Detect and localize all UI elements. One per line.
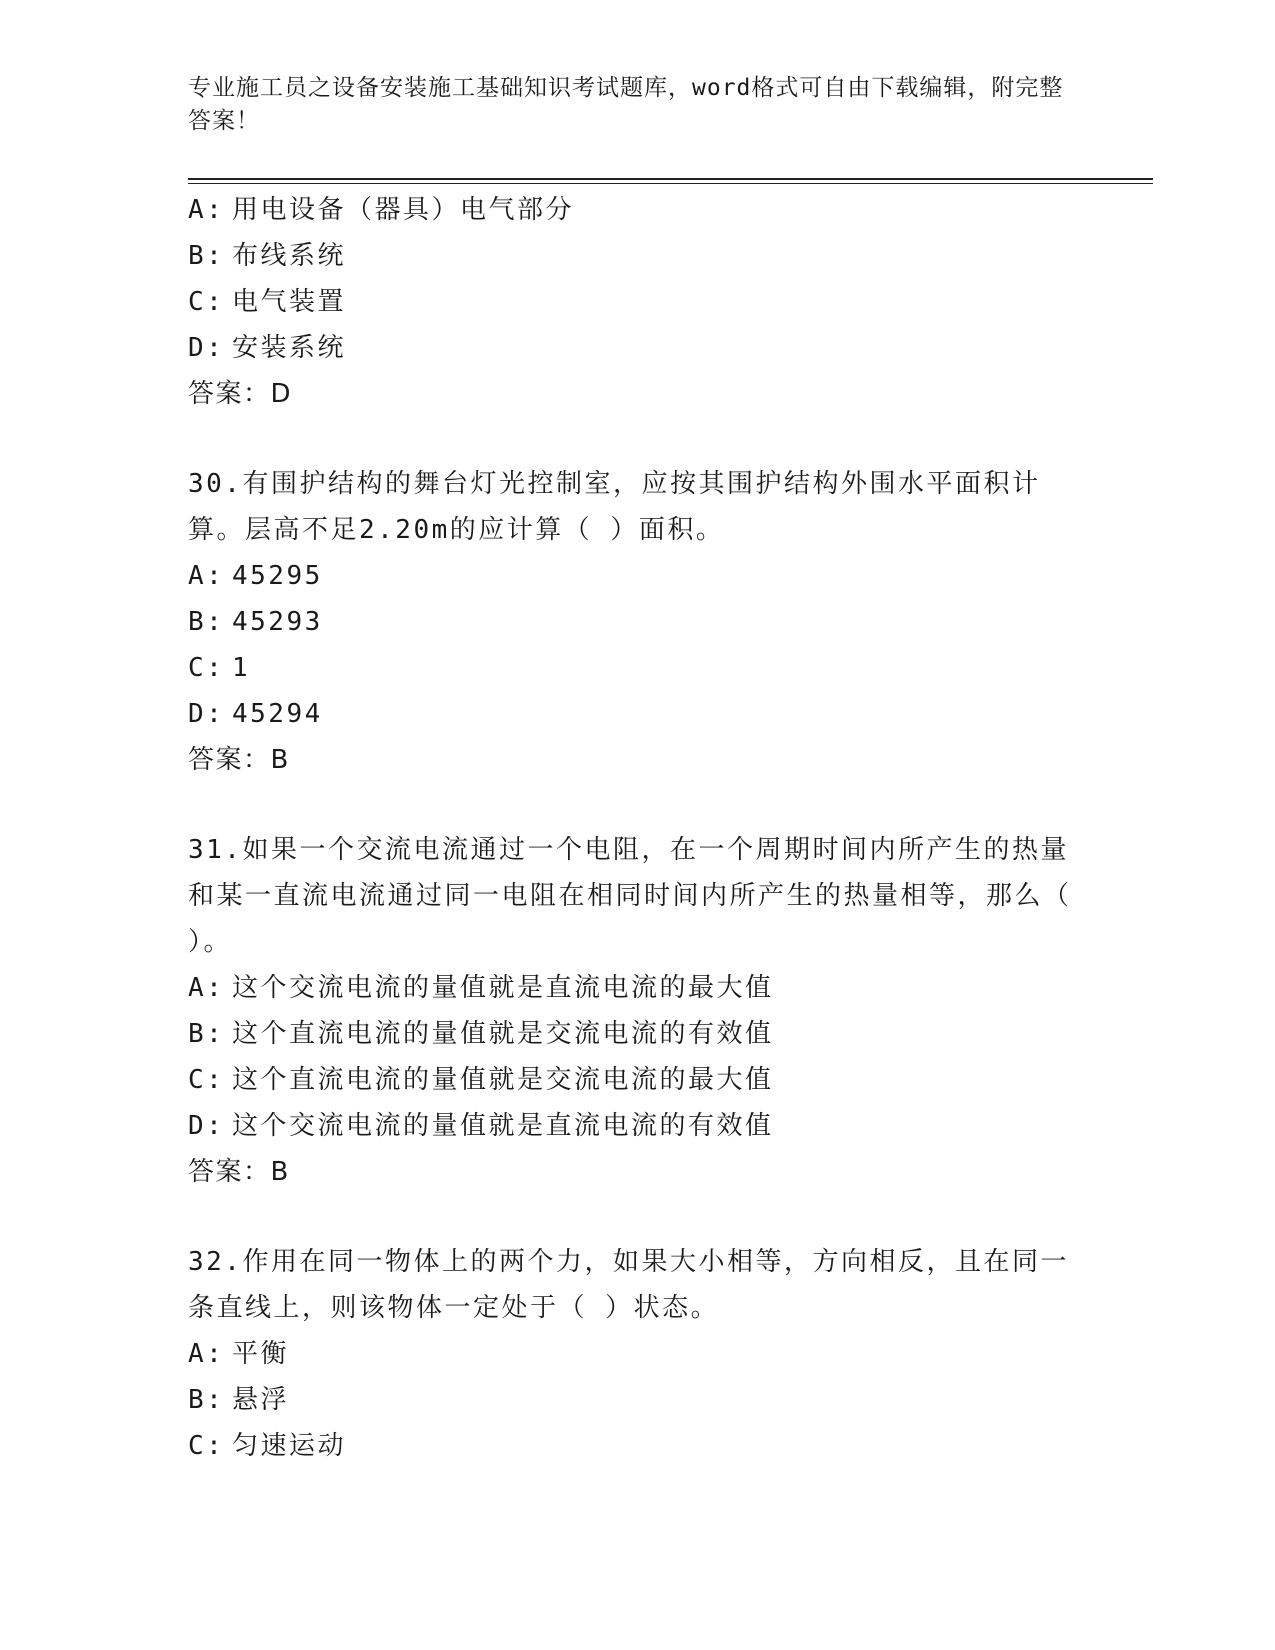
option-b	[188, 1011, 1078, 1057]
question-stem: 31.如果一个交流电流通过一个电阻，在一个周期时间内所产生的热量和某一直流电流通过同一电阻在相同时间内所产生的热量相等，那么（ ）。	[188, 835, 1072, 957]
option-text: 这个直流电流的量值就是交流电流的有效值	[232, 1019, 774, 1049]
option-letter: C:	[188, 653, 225, 683]
option-text: 匀速运动	[232, 1431, 347, 1461]
option-c	[188, 645, 1078, 691]
option-d	[188, 691, 1078, 737]
option-text: 这个交流电流的量值就是直流电流的最大值	[232, 973, 774, 1003]
question-block-31	[188, 827, 1078, 1195]
option-letter: D:	[188, 1111, 225, 1141]
option-a	[188, 1331, 1078, 1377]
option-text: 平衡	[232, 1339, 290, 1369]
option-letter: B:	[188, 607, 225, 637]
option-a	[188, 965, 1078, 1011]
question-list	[188, 187, 1078, 1469]
option-c	[188, 1057, 1078, 1103]
option-a	[188, 187, 1078, 233]
option-b	[188, 1377, 1078, 1423]
option-letter: D:	[188, 333, 225, 363]
question-block-32	[188, 1239, 1078, 1469]
option-text: 45293	[232, 607, 323, 637]
option-letter: A:	[188, 973, 225, 1003]
option-b	[188, 233, 1078, 279]
option-text: 这个直流电流的量值就是交流电流的最大值	[232, 1065, 774, 1095]
option-letter: A:	[188, 195, 225, 225]
option-text: 电气装置	[232, 287, 347, 317]
question-stem: 30.有围护结构的舞台灯光控制室，应按其围护结构外围水平面积计算。层高不足2.20m的应计算（ ）面积。	[188, 469, 1041, 545]
option-text: 这个交流电流的量值就是直流电流的有效值	[232, 1111, 774, 1141]
option-b	[188, 599, 1078, 645]
prev-question-block	[188, 187, 1078, 417]
header-rule-thin	[188, 183, 1153, 184]
option-letter: B:	[188, 241, 225, 271]
answer-line: 答案：B	[188, 1157, 290, 1187]
option-letter: B:	[188, 1385, 225, 1415]
option-text: 用电设备（器具）电气部分	[232, 195, 575, 225]
question-block-30	[188, 461, 1078, 783]
option-text: 布线系统	[232, 241, 347, 271]
option-text: 悬浮	[232, 1385, 290, 1415]
page-header: 专业施工员之设备安装施工基础知识考试题库，word格式可自由下载编辑，附完整答案！	[188, 75, 1064, 134]
option-text: 安装系统	[232, 333, 347, 363]
option-text: 45295	[232, 561, 323, 591]
option-d	[188, 1103, 1078, 1149]
answer-line: 答案：D	[188, 379, 293, 409]
option-letter: B:	[188, 1019, 225, 1049]
header-rule	[188, 178, 1153, 180]
option-c	[188, 279, 1078, 325]
option-text: 45294	[232, 699, 323, 729]
option-letter: D:	[188, 699, 225, 729]
option-letter: C:	[188, 1065, 225, 1095]
option-letter: A:	[188, 1339, 225, 1369]
option-letter: A:	[188, 561, 225, 591]
question-stem: 32.作用在同一物体上的两个力，如果大小相等，方向相反，且在同一条直线上，则该物体一定处于（ ）状态。	[188, 1247, 1069, 1323]
option-d	[188, 325, 1078, 371]
option-letter: C:	[188, 1431, 225, 1461]
option-text: 1	[232, 653, 251, 683]
option-a	[188, 553, 1078, 599]
answer-line: 答案：B	[188, 745, 290, 775]
option-c	[188, 1423, 1078, 1469]
option-letter: C:	[188, 287, 225, 317]
